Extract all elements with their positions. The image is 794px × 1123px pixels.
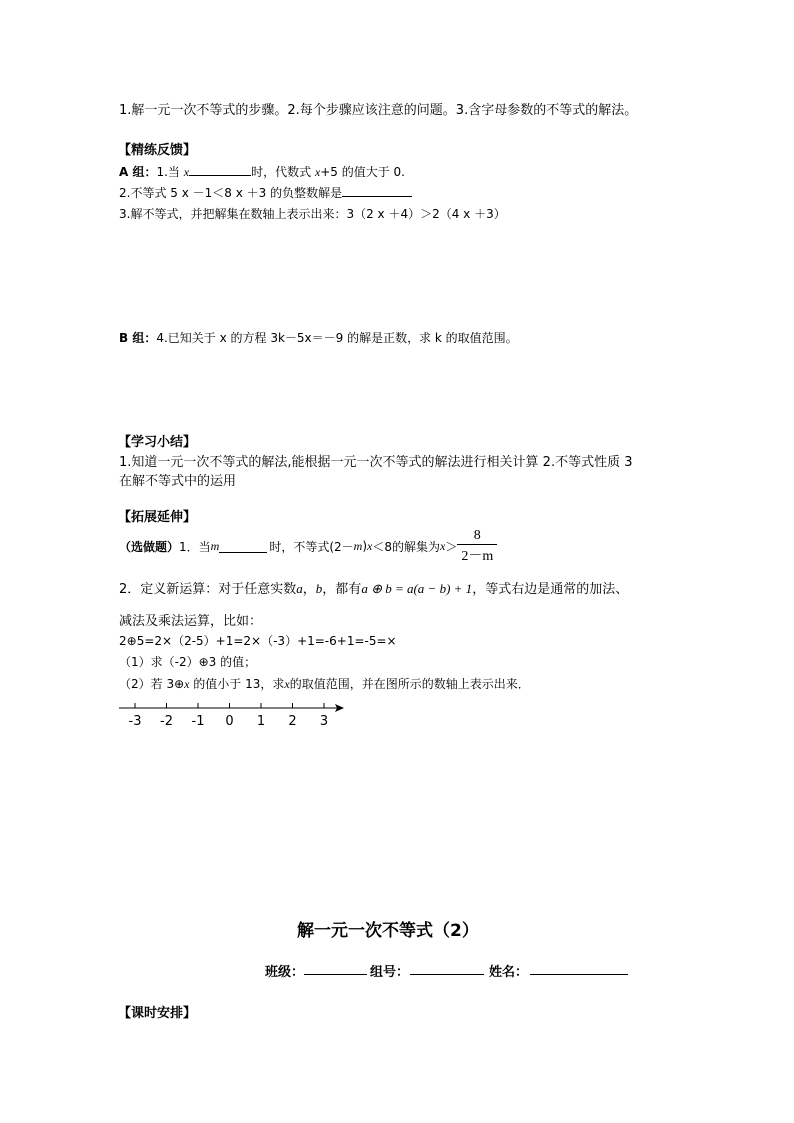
fraction-numerator: 8	[473, 527, 481, 543]
q-a1-var: x	[183, 165, 190, 179]
q2-var-b: b	[315, 581, 323, 596]
q2-sub2-x2: x	[284, 677, 290, 691]
q2-sub2-x: x	[184, 677, 190, 691]
question-b4	[119, 329, 518, 346]
number-line-tick-label: 3	[319, 714, 329, 729]
q2-end: ，等式右边是通常的加法、	[472, 582, 629, 597]
group-field[interactable]	[410, 962, 484, 975]
extension-heading: 【拓展延伸】	[118, 510, 197, 525]
number-line-tick-label: -3	[128, 714, 142, 729]
q1-text-d: ＜8的解集为	[372, 539, 440, 554]
q-a1-text3: +5 的值大于 0.	[320, 165, 405, 179]
q-a2-text: 2.不等式 5 x －1＜8 x ＋3 的负整数解是	[119, 186, 343, 200]
q2-sub2-c: 的取值范围，并在图所示的数轴上表示出来．	[289, 677, 530, 691]
extension-q2-sub1: （1）求（-2）⊕3 的值；	[119, 655, 257, 669]
extension-q2-line2: 减法及乘法运算，比如：	[119, 614, 263, 629]
q1-text-a: 1．当	[179, 539, 211, 554]
extension-q2-example: 2⊕5=2×（2-5）+1=2×（-3）+1=-6+1=-5=×	[119, 634, 397, 648]
practice-heading: 【精练反馈】	[118, 143, 197, 158]
q-b4-text: 4.已知关于 x 的方程 3k－5x＝－9 的解是正数，求 k 的取值范围。	[156, 331, 518, 345]
q1-text-b: 时，不等式(2－	[269, 539, 354, 554]
class-field[interactable]	[304, 962, 367, 975]
extension-q1	[119, 526, 497, 566]
q2-sub2-b: 的值小于 13，求	[189, 677, 285, 691]
answer-blank[interactable]	[189, 163, 251, 176]
q2-sub2-a: （2）若 3⊕	[119, 677, 185, 691]
question-a1	[119, 163, 405, 180]
q1-var-x2: x	[439, 538, 446, 553]
study-summary-line1: 1.知道一元一次不等式的解法,能根据一元一次不等式的解法进行相关计算 2.不等式性质 3	[119, 455, 633, 470]
optional-tag: （选做题）	[119, 539, 180, 554]
q1-var-m: m	[210, 538, 220, 553]
answer-blank[interactable]	[342, 184, 412, 197]
page-title: 解一元一次不等式（2）	[297, 921, 479, 941]
number-line-tick-label: 0	[225, 714, 234, 729]
q2-mid: ，都有	[322, 582, 362, 597]
group-b-label: B 组：	[119, 331, 157, 345]
number-line-tick-label: -1	[191, 714, 205, 729]
answer-blank[interactable]	[219, 540, 267, 553]
question-a2	[119, 184, 412, 201]
q2-var-a: a	[296, 581, 303, 596]
q-a1-expr-var: x	[314, 165, 321, 179]
schedule-heading: 【课时安排】	[118, 1006, 197, 1021]
q-a1-text1: 1.当	[156, 165, 184, 179]
number-line-tick-label: 2	[288, 714, 297, 729]
fraction	[457, 528, 497, 565]
extension-q2-sub2	[119, 675, 530, 692]
fraction-denominator: 2－m	[457, 544, 497, 565]
objectives-line: 1.解一元一次不等式的步骤。2.每个步骤应该注意的问题。3.含字母参数的不等式的解法。	[119, 103, 638, 118]
name-label: 姓名：	[489, 965, 529, 980]
extension-q2-line1	[119, 578, 628, 597]
q1-var-m2: m	[353, 538, 363, 553]
study-summary-heading: 【学习小结】	[118, 435, 197, 450]
q2-formula: a ⊕ b = a(a − b) + 1	[361, 581, 473, 596]
study-summary-line2: 在解不等式中的运用	[119, 474, 237, 489]
number-line	[115, 700, 355, 730]
number-line-tick-label: 1	[256, 714, 266, 729]
q1-var-x: x	[367, 538, 373, 553]
question-a3: 3.解不等式，并把解集在数轴上表示出来：3（2 x ＋4）＞2（4 x ＋3）	[119, 207, 506, 221]
q1-text-c: )	[362, 539, 368, 553]
number-line-tick-label: -2	[160, 714, 173, 729]
number-line-ticks	[129, 703, 329, 729]
name-field[interactable]	[530, 962, 628, 975]
q-a1-text2: 时，代数式	[251, 165, 315, 179]
q2-sep: ，	[302, 582, 316, 597]
q1-text-e: ＞	[445, 539, 458, 554]
class-label: 班级：	[265, 965, 305, 980]
group-label: 组号：	[370, 965, 410, 980]
group-a-label: A 组：	[119, 165, 157, 179]
q2-text-start: 2．定义新运算：对于任意实数	[119, 582, 297, 597]
